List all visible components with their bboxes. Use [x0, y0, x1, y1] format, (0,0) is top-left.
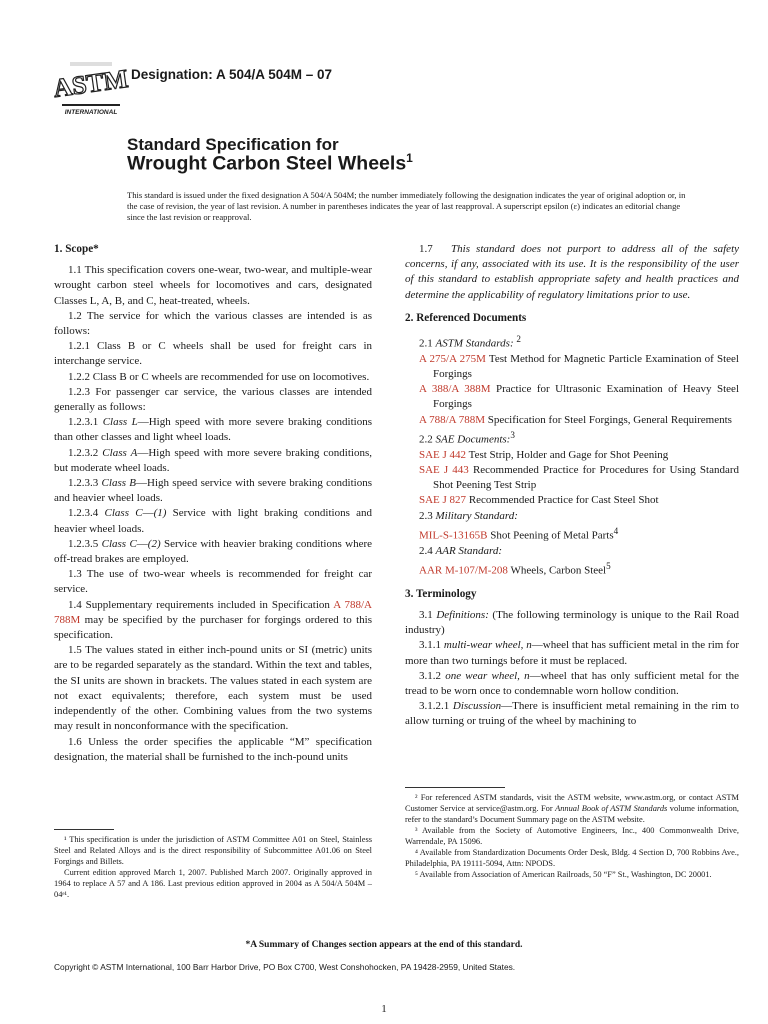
fn-text: ² For referenced ASTM standards, visit the ASTM website, www.astm.org, or contact ASTM Customer Service at service@astm.org. For [405, 793, 739, 813]
reference-text: Recommended Practice for Cast Steel Shot [466, 494, 659, 507]
para-text: This standard does not purport to address all of the safety concerns, if any, associated with its use. It is the responsibility of the user of this standard to establish appropriate safety and health practices and determine the applicability of regulatory limitations prior to use. [405, 243, 740, 301]
para-num: 3.1.1 [419, 639, 441, 652]
para-1-7 [405, 242, 739, 303]
para-label: Definitions: [436, 608, 489, 621]
reference-item [419, 352, 739, 382]
footnote-mark: 3 [510, 429, 515, 440]
para-num: 1.2.3.1 [68, 416, 99, 429]
reference-item [419, 382, 739, 412]
para-2-1 [405, 332, 739, 352]
para-text: may be specified by the purchaser for forgings ordered to this specification. [54, 613, 372, 642]
reference-text: Test Method for Magnetic Particle Examination of Steel Forgings [433, 352, 739, 381]
para-1-2-3-5: 1.2.3.5 Class C—(2) Service with heavier braking conditions where off-tread brakes are employed. [54, 537, 372, 566]
reference-text: Specification for Steel Forgings, General Requirements [485, 413, 732, 426]
fn-text: volume information, refer to the standard’s Document Summary page on the ASTM website. [405, 804, 739, 824]
para-text: Service with heavier braking conditions where off-tread brakes are employed. [54, 537, 372, 566]
para-1-1: 1.1 This specification covers one-wear, two-wear, and multiple-wear wrought carbon steel wheels for locomotives and cars, designated Classes L, A, B, and C, heat-treated, wheels. [54, 264, 372, 307]
ref-aar [419, 559, 739, 579]
para-3-1-2-1 [405, 699, 739, 729]
title-line-2 [127, 151, 413, 176]
para-2-3 [405, 509, 739, 524]
para-1-2-1: 1.2.1 Class B or C wheels shall be used for freight cars in interchange service. [54, 340, 372, 368]
para-1-2-3-1 [54, 415, 372, 445]
reference-item [419, 493, 739, 508]
para-num: 1.2.3.2 [68, 446, 99, 459]
summary-note: *A Summary of Changes section appears at the end of this standard. [245, 940, 523, 950]
logo-letters: ASTM [51, 63, 130, 104]
reference-link[interactable]: SAE J 827 [419, 494, 467, 507]
footnote-4: ⁴ Available from Standardization Documents Order Desk, Bldg. 4 Section D, 700 Robbins Ave., Philadelphia, PA 19111-5094, Attn: NPODS. [405, 848, 739, 868]
reference-item [419, 448, 739, 463]
para-2-4 [405, 544, 739, 559]
ref-text: Shot Peening of Metal Parts [487, 529, 614, 542]
footnote-mark: 2 [516, 334, 521, 345]
para-num: 2.3 [419, 509, 433, 522]
para-num: 3.1 [419, 608, 433, 621]
para-1-5: 1.5 The values stated in either inch-pound units or SI (metric) units are to be regarded separately as the standard. Within the text and tables, the SI units are shown in brackets. The values stated in each system are not exact equivalents; therefore, each system must be used independently of the other. Combining values from the two systems may result in nonconformance with the specification. [54, 644, 372, 733]
para-text: Service with light braking conditions and heavier wheel loads. [54, 507, 373, 535]
astm-logo [51, 56, 130, 116]
reference-item [419, 413, 739, 428]
ref-link-aar[interactable]: AAR M-107/M-208 [419, 564, 508, 577]
reference-text: Test Strip, Holder and Gage for Shot Peening [466, 448, 669, 461]
term: Discussion [452, 700, 502, 713]
sae-reference-list [405, 448, 739, 509]
class-sub: (1) [153, 507, 167, 520]
class-label: Class A [102, 446, 138, 459]
designation: Designation: A 504/A 504M – 07 [131, 67, 333, 82]
title-line-1: Standard Specification for [127, 135, 339, 154]
para-label: SAE Documents: [435, 433, 511, 446]
reference-link[interactable]: A 388/A 388M [419, 383, 491, 396]
para-text: —wheel that has sufficient metal in the rim for more than two turnings before it must be replaced. [405, 639, 740, 667]
para-num: 1.2.3.5 [68, 537, 99, 550]
right-footnotes [405, 787, 739, 880]
copyright: Copyright © ASTM International, 100 Barr Harbor Drive, PO Box C700, West Conshohocken, PA 19428-2959, United States. [54, 962, 516, 972]
title-text: Wrought Carbon Steel Wheels [127, 152, 407, 175]
para-1-3: 1.3 The use of two-wear wheels is recommended for freight car service. [54, 568, 372, 596]
reference-text: Practice for Ultrasonic Examination of Heavy Steel Forgings [433, 383, 739, 411]
title-footnote-mark: 1 [406, 151, 413, 165]
para-num: 2.4 [419, 544, 433, 557]
para-1-2-3-4: 1.2.3.4 Class C—(1) Service with light braking conditions and heavier wheel loads. [54, 507, 373, 535]
para-num: 3.1.2.1 [419, 700, 450, 713]
para-1-2-2: 1.2.2 Class B or C wheels are recommended for use on locomotives. [68, 370, 370, 383]
class-label: Class L [102, 416, 138, 429]
right-column [405, 242, 739, 730]
footnote-mark: 5 [606, 560, 611, 571]
para-1-4 [54, 598, 372, 644]
para-1-2-3: 1.2.3 For passenger car service, the various classes are intended generally as follows: [54, 385, 372, 414]
term: multi-wear wheel, n [443, 639, 532, 652]
ref-link-mil[interactable]: MIL-S-13165B [419, 529, 488, 542]
para-text: —High speed with more severe braking conditions, but moderate wheel loads. [54, 446, 373, 474]
footnote-2 [405, 792, 739, 825]
class-label: Class C [101, 537, 137, 550]
para-text: —High speed with more severe braking conditions than other classes and light wheel loads. [54, 416, 373, 444]
para-num: 3.1.2 [419, 669, 441, 682]
footnote-rule [405, 787, 505, 788]
term: one wear wheel, n [445, 669, 530, 682]
para-text: —There is insufficient metal remaining in the rim to allow turning or truing of the wheel by machining to [405, 700, 739, 728]
para-1-2-3-3 [54, 476, 372, 506]
footnote-5: ⁵ Available from Association of American Railroads, 50 “F” St., Washington, DC 20001. [415, 870, 712, 879]
para-3-1-2 [405, 669, 739, 699]
footnote-mark: 4 [613, 525, 619, 536]
class-sub: (2) [147, 537, 161, 550]
fn-italic: Annual Book of ASTM Standards [555, 804, 668, 813]
para-2-2 [405, 428, 739, 448]
reference-link[interactable]: A 788/A 788M [419, 413, 486, 426]
para-num: 1.2.3.3 [68, 477, 99, 490]
para-num: 2.2 [419, 433, 433, 446]
reference-link[interactable]: SAE J 442 [419, 448, 467, 461]
para-text: 1.4 Supplementary requirements included in Specification [68, 598, 334, 611]
ref-link-a788[interactable]: A 788/A 788M [54, 598, 372, 626]
reference-item [419, 463, 739, 493]
astm-reference-list [405, 352, 739, 428]
para-3-1 [405, 608, 739, 638]
para-num: 1.2.3.4 [68, 507, 99, 520]
para-1-2-3-2 [54, 446, 372, 476]
para-label: Military Standard: [435, 509, 518, 522]
para-text: (The following terminology is unique to the Rail Road industry) [405, 608, 739, 637]
para-num: 1.7 [419, 243, 433, 255]
para-text: —High speed service with severe braking conditions and heavier wheel loads. [54, 477, 372, 505]
para-text: —wheel that has only sufficient metal for the tread to be worn once to condemnable worn hollow condition. [405, 669, 739, 697]
para-1-6: 1.6 Unless the order specifies the applicable “M” specification designation, the material shall be furnished to the inch-pound units [54, 735, 372, 763]
para-label: AAR Standard: [435, 544, 502, 557]
footnote-rule [54, 829, 114, 830]
intro-paragraph: This standard is issued under the fixed designation A 504/A 504M; the number immediately following the designation indicates the year of original adoption or, in the case of revision, the year of last revision. A number in parentheses indicates the year of last reapproval. A superscript epsilon (ε) indicates an editorial change since the last revision or reapproval. [127, 190, 686, 223]
footnote-3: ³ Available from the Society of Automotive Engineers, Inc., 400 Commonwealth Drive, Warrendale, PA 15096. [405, 826, 739, 846]
ref-mil [419, 524, 739, 544]
para-1-2: 1.2 The service for which the various classes are intended is as follows: [54, 309, 372, 338]
left-column [54, 242, 372, 765]
para-label: ASTM Standards: [435, 337, 514, 350]
ref-text: Wheels, Carbon Steel [507, 564, 607, 577]
class-label: Class B [101, 477, 137, 490]
page-number: 1 [381, 1003, 387, 1015]
reference-link[interactable]: A 275/A 275M [419, 352, 486, 365]
reference-link[interactable]: SAE J 443 [419, 463, 469, 476]
footnote-1: ¹ This specification is under the jurisdiction of ASTM Committee A01 on Steel, Stainless Steel and Related Alloys and is the direct responsibility of Subcommittee A01.06 on Steel Forgings and Billets. [54, 835, 372, 866]
left-footnotes [54, 829, 372, 900]
class-label: Class C [104, 507, 143, 520]
para-3-1-1 [405, 638, 739, 668]
footnote-1-history: Current edition approved March 1, 2007. Published March 2007. Originally approved in 1964 to replace A 57 and A 186. Last previous edition approved in 2004 as A 504/A 504M – 04ᵉ¹. [54, 868, 372, 899]
referenced-documents-heading: 2. Referenced Documents [405, 311, 527, 324]
reference-text: Recommended Practice for Procedures for Using Standard Shot Peening Test Strip [433, 463, 739, 492]
para-num: 2.1 [419, 337, 433, 350]
scope-heading: 1. Scope* [54, 243, 99, 255]
terminology-heading: 3. Terminology [405, 587, 477, 600]
logo-subtext: INTERNATIONAL [64, 109, 118, 116]
